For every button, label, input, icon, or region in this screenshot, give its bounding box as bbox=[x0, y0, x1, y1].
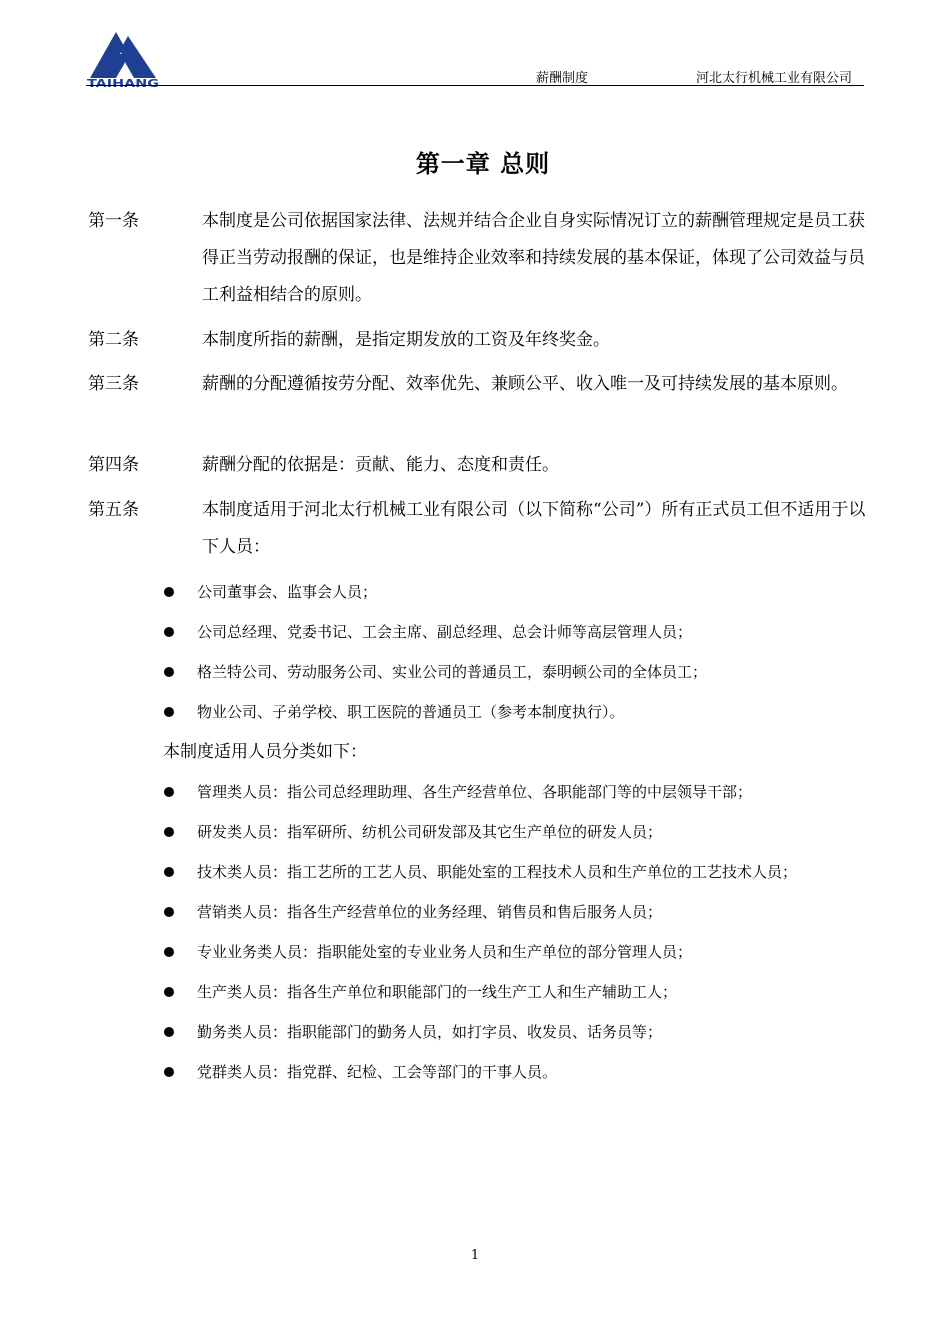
article-2 bbox=[88, 322, 866, 359]
article-text: 本制度适用于河北太行机械工业有限公司（以下简称“公司”）所有正式员工但不适用于以下人员： bbox=[202, 500, 866, 557]
classification-list bbox=[162, 772, 872, 1092]
bullet-icon bbox=[164, 827, 174, 837]
bullet-icon bbox=[164, 1027, 174, 1037]
list-item-text: 公司董事会、监事会人员； bbox=[197, 583, 378, 601]
article-label: 第三条 bbox=[88, 374, 139, 394]
article-text: 薪酬的分配遵循按劳分配、效率优先、兼顾公平、收入唯一及可持续发展的基本原则。 bbox=[202, 374, 848, 394]
list-item-text: 党群类人员：指党群、纪检、工会等部门的干事人员。 bbox=[197, 1063, 558, 1081]
bullet-icon bbox=[164, 667, 174, 677]
list-item bbox=[162, 652, 872, 692]
bullet-icon bbox=[164, 707, 174, 717]
excluded-persons-list bbox=[162, 572, 872, 732]
classification-heading: 本制度适用人员分类如下： bbox=[163, 742, 367, 762]
bullet-icon bbox=[164, 987, 174, 997]
list-item bbox=[162, 1052, 872, 1092]
list-item bbox=[162, 692, 872, 732]
chapter-title: 第一章 总则 bbox=[415, 150, 551, 178]
list-item-text: 专业业务类人员：指职能处室的专业业务人员和生产单位的部分管理人员； bbox=[197, 943, 693, 961]
list-item-text: 生产类人员：指各生产单位和职能部门的一线生产工人和生产辅助工人； bbox=[197, 983, 678, 1001]
article-4 bbox=[88, 447, 866, 484]
list-item bbox=[162, 972, 872, 1012]
bullet-icon bbox=[164, 1067, 174, 1077]
list-item-text: 营销类人员：指各生产经营单位的业务经理、销售员和售后服务人员； bbox=[197, 903, 663, 921]
page-number: 1 bbox=[470, 1248, 480, 1263]
header-doc-title: 薪酬制度 bbox=[536, 71, 589, 86]
article-label: 第一条 bbox=[88, 211, 139, 231]
list-item bbox=[162, 852, 872, 892]
bullet-icon bbox=[164, 787, 174, 797]
article-text: 薪酬分配的依据是：贡献、能力、态度和责任。 bbox=[202, 455, 559, 475]
list-item bbox=[162, 612, 872, 652]
list-item-text: 物业公司、子弟学校、职工医院的普通员工（参考本制度执行）。 bbox=[197, 703, 625, 721]
list-item bbox=[162, 812, 872, 852]
bullet-icon bbox=[164, 587, 174, 597]
header-divider bbox=[86, 85, 864, 86]
list-item-text: 技术类人员：指工艺所的工艺人员、职能处室的工程技术人员和生产单位的工艺技术人员； bbox=[197, 863, 798, 881]
article-label: 第二条 bbox=[88, 330, 139, 350]
list-item bbox=[162, 892, 872, 932]
bullet-icon bbox=[164, 627, 174, 637]
list-item-text: 勤务类人员：指职能部门的勤务人员，如打字员、收发员、话务员等； bbox=[197, 1023, 663, 1041]
bullet-icon bbox=[164, 907, 174, 917]
list-item-text: 研发类人员：指军研所、纺机公司研发部及其它生产单位的研发人员； bbox=[197, 823, 663, 841]
logo-wordmark: TAIHANG bbox=[87, 77, 159, 88]
list-item bbox=[162, 932, 872, 972]
list-item bbox=[162, 772, 872, 812]
list-item bbox=[162, 1012, 872, 1052]
list-item-text: 管理类人员：指公司总经理助理、各生产经营单位、各职能部门等的中层领导干部； bbox=[197, 783, 753, 801]
bullet-icon bbox=[164, 947, 174, 957]
article-5 bbox=[88, 492, 866, 566]
taihang-logo bbox=[86, 26, 160, 88]
article-1 bbox=[88, 203, 866, 314]
article-text: 本制度所指的薪酬，是指定期发放的工资及年终奖金。 bbox=[202, 330, 610, 350]
article-label: 第四条 bbox=[88, 455, 139, 475]
list-item-text: 格兰特公司、劳动服务公司、实业公司的普通员工，泰明顿公司的全体员工； bbox=[197, 663, 708, 681]
article-3 bbox=[88, 366, 866, 403]
list-item-text: 公司总经理、党委书记、工会主席、副总经理、总会计师等高层管理人员； bbox=[197, 623, 693, 641]
bullet-icon bbox=[164, 867, 174, 877]
article-label: 第五条 bbox=[88, 500, 139, 520]
header-company-name: 河北太行机械工业有限公司 bbox=[696, 71, 853, 86]
article-text: 本制度是公司依据国家法律、法规并结合企业自身实际情况订立的薪酬管理规定是员工获得正当劳动报酬的保证，也是维持企业效率和持续发展的基本保证，体现了公司效益与员工利益相结合的原则。 bbox=[202, 211, 865, 305]
list-item bbox=[162, 572, 872, 612]
